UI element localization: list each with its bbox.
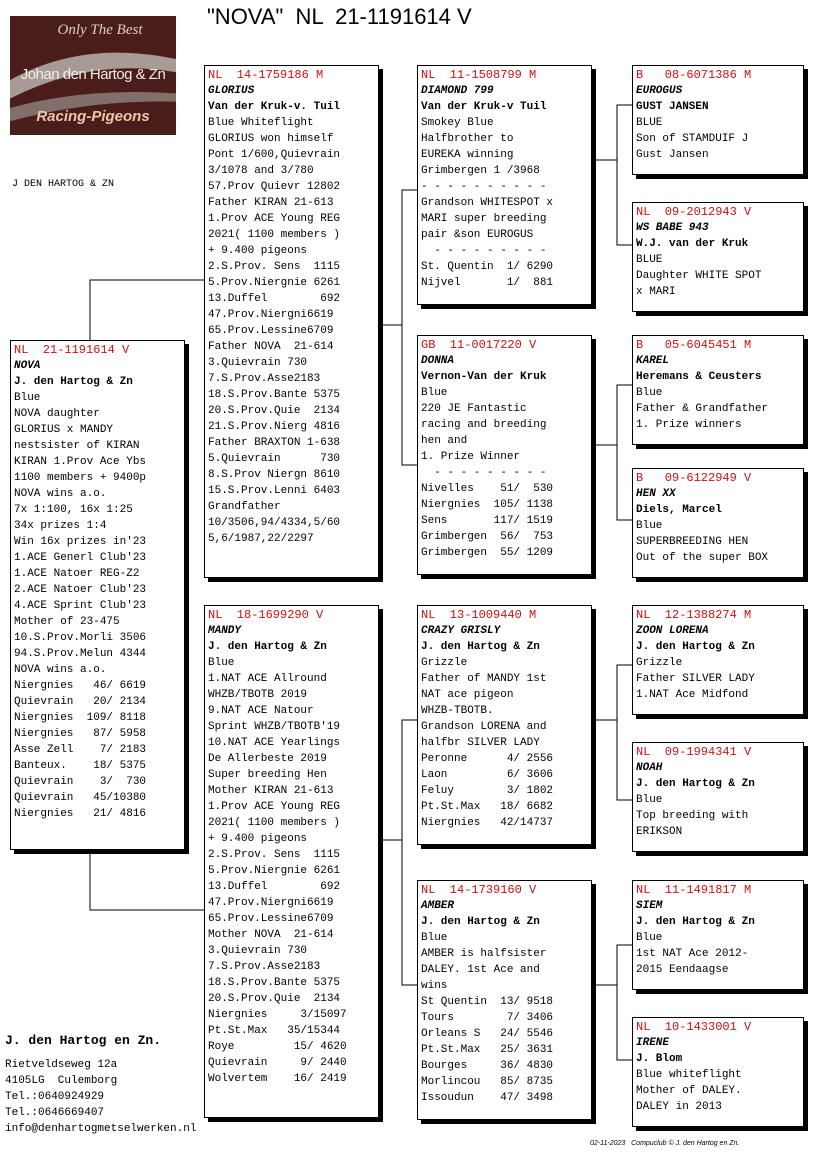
pigeon-name: DIAMOND 799 [421, 85, 494, 97]
pedigree-line: Son of STAMDUIF J [636, 133, 749, 145]
breeder-name: J. den Hartog & Zn [636, 641, 755, 653]
pedigree-line: Grizzle [636, 657, 683, 669]
pedigree-line: Blue whiteflight [636, 1069, 742, 1081]
pedigree-line: - - - - - - - - - [421, 467, 547, 479]
ring-number: NL 14-1759186 M [208, 68, 324, 82]
pedigree-line: 3.Quievrain 730 [208, 357, 308, 369]
pedigree-line: + 9.400 pigeons [208, 245, 308, 257]
pedigree-line: 2.S.Prov. Sens 1115 [208, 261, 341, 273]
pedigree-line: Mother of 23-475 [14, 616, 120, 628]
pigeon-name: DONNA [421, 355, 455, 367]
pedigree-line: Blue [636, 387, 663, 399]
sss-card [632, 65, 804, 175]
pedigree-line: 8.S.Prov Niergn 8610 [208, 469, 341, 481]
ring-number: NL 09-2012943 V [636, 205, 752, 219]
dss-card [632, 605, 804, 715]
pedigree-line: Blue [636, 520, 663, 532]
pedigree-line: 1. Prize winners [636, 419, 742, 431]
pedigree-line: Niergnies 109/ 8118 [14, 712, 147, 724]
address-street: Rietveldseweg 12a [5, 1059, 118, 1071]
pigeon-name: CRAZY GRISLY [421, 625, 501, 637]
pedigree-line: Father of MANDY 1st [421, 673, 547, 685]
sire-card [204, 65, 379, 578]
pedigree-line: 20.S.Prov.Quie 2134 [208, 993, 341, 1005]
pedigree-line: MARI super breeding [421, 213, 547, 225]
pedigree-line: 47.Prov.Niergni6619 [208, 897, 334, 909]
pedigree-line: 1.ACE Natoer REG-Z2 [14, 568, 140, 580]
ddd-card [632, 1017, 804, 1127]
pedigree-line: GLORIUS won himself [208, 133, 334, 145]
pedigree-line: 4.ACE Sprint Club'23 [14, 600, 147, 612]
logo-subtitle: Racing-Pigeons [36, 108, 150, 125]
ring-number: NL 14-1739160 V [421, 883, 537, 897]
pedigree-line: GLORIUS x MANDY [14, 424, 114, 436]
pedigree-line: Blue [208, 657, 235, 669]
pedigree-line: 18.S.Prov.Bante 5375 [208, 977, 341, 989]
ring-number: NL 10-1433001 V [636, 1020, 752, 1034]
dsd-card [632, 742, 804, 852]
pedigree-line: racing and breeding [421, 419, 547, 431]
pedigree-line: NOVA daughter [14, 408, 100, 420]
pedigree-line: Quievrain 3/ 730 [14, 776, 147, 788]
pigeon-name: KAREL [636, 355, 670, 367]
pedigree-line: Tours 7/ 3406 [421, 1012, 554, 1024]
pedigree-line: 5.Prov.Niergnie 6261 [208, 277, 341, 289]
pigeon-name: IRENE [636, 1037, 670, 1049]
pedigree-line: AMBER is halfsister [421, 948, 547, 960]
breeder-name: J. den Hartog & Zn [636, 916, 755, 928]
breeder-name: Van der Kruk-v Tuil [421, 101, 547, 113]
pedigree-line: Quievrain 45/10380 [14, 792, 147, 804]
pedigree-line: 5.Prov.Niergnie 6261 [208, 865, 341, 877]
pedigree-line: 65.Prov.Lessine6709 [208, 913, 334, 925]
address-email[interactable]: info@denhartogmetselwerken.nl [5, 1123, 197, 1135]
pedigree-line: Mother KIRAN 21-613 [208, 785, 334, 797]
pedigree-line: De Allerbeste 2019 [208, 753, 327, 765]
pedigree-line: 1.Prov ACE Young REG [208, 801, 341, 813]
pedigree-line: Blue [14, 392, 41, 404]
pedigree-line: 13.Duffel 692 [208, 881, 341, 893]
pedigree-line: Orleans S 24/ 5546 [421, 1028, 554, 1040]
sire-dam-card [417, 335, 592, 575]
pedigree-line: Father NOVA 21-614 [208, 341, 334, 353]
pedigree-line: Issoudun 47/ 3498 [421, 1092, 554, 1104]
pedigree-line: Feluy 3/ 1802 [421, 785, 554, 797]
pedigree-line: 3/1078 and 3/780 [208, 165, 314, 177]
pedigree-line: St. Quentin 1/ 6290 [421, 261, 554, 273]
pedigree-line: 7x 1:100, 16x 1:25 [14, 504, 133, 516]
pedigree-line: Grizzle [421, 657, 468, 669]
pedigree-line: 94.S.Prov.Melun 4344 [14, 648, 147, 660]
pedigree-line: Niergnies 3/15097 [208, 1009, 347, 1021]
address-city: 4105LG Culemborg [5, 1075, 118, 1087]
pedigree-line: Blue Whiteflight [208, 117, 314, 129]
pedigree-line: 21.S.Prov.Nierg 4816 [208, 421, 341, 433]
pedigree-line: Super breeding Hen [208, 769, 327, 781]
pedigree-line: Bourges 36/ 4830 [421, 1060, 554, 1072]
pedigree-line: Gust Jansen [636, 149, 709, 161]
pedigree-line: 34x prizes 1:4 [14, 520, 107, 532]
pigeon-name: ZOON LORENA [636, 625, 709, 637]
pedigree-line: Niergnies 42/14737 [421, 817, 554, 829]
pedigree-line: Pont 1/600,Quievrain [208, 149, 341, 161]
pedigree-line: Grandson WHITESPOT x [421, 197, 554, 209]
footer-credit: 02-11-2023 Compuclub © J. den Hartog en Zn. [590, 1140, 740, 1147]
pedigree-line: Peronne 4/ 2556 [421, 753, 554, 765]
ring-number: NL 12-1388274 M [636, 608, 752, 622]
ring-number: NL 13-1009440 M [421, 608, 537, 622]
pedigree-line: 7.S.Prov.Asse2183 [208, 961, 321, 973]
pedigree-line: 5.Quievrain 730 [208, 453, 341, 465]
pedigree-line: BLUE [636, 117, 663, 129]
ring-number: B 05-6045451 M [636, 338, 752, 352]
pedigree-line: Father SILVER LADY [636, 673, 755, 685]
pedigree-line: 2021( 1100 members ) [208, 817, 341, 829]
pedigree-line: Roye 15/ 4620 [208, 1041, 347, 1053]
pedigree-line: wins [421, 980, 448, 992]
address-phone-2: Tel.:0646669407 [5, 1107, 105, 1119]
pigeon-name: WS BABE 943 [636, 222, 709, 234]
pedigree-line: Sprint WHZB/TBOTB'19 [208, 721, 341, 733]
pedigree-line: Quievrain 20/ 2134 [14, 696, 147, 708]
ring-number: B 09-6122949 V [636, 471, 752, 485]
pedigree-line: BLUE [636, 254, 663, 266]
pedigree-line: hen and [421, 435, 468, 447]
ssd-card [632, 202, 804, 312]
breeder-name: J. den Hartog & Zn [636, 778, 755, 790]
pigeon-name: AMBER [421, 900, 455, 912]
pedigree-line: Grandfather [208, 501, 281, 513]
pedigree-line: Grimbergen 56/ 753 [421, 531, 554, 543]
pedigree-line: x MARI [636, 286, 676, 298]
pedigree-line: 10.NAT ACE Yearlings [208, 737, 341, 749]
pigeon-name: NOAH [636, 762, 663, 774]
pedigree-line: St Quentin 13/ 9518 [421, 996, 554, 1008]
owner-full-name: J. den Hartog en Zn. [5, 1033, 162, 1048]
pedigree-line: Nivelles 51/ 530 [421, 483, 554, 495]
pigeon-name: NOVA [14, 360, 41, 372]
sdd-card [632, 468, 804, 578]
pedigree-line: Halfbrother to [421, 133, 514, 145]
pedigree-line: Blue [421, 387, 448, 399]
dam-dam-card [417, 880, 592, 1120]
pedigree-line: Blue [421, 932, 448, 944]
pedigree-line: NOVA wins a.o. [14, 488, 107, 500]
pedigree-line: 1. Prize Winner [421, 451, 521, 463]
pedigree-line: 3.Quievrain 730 [208, 945, 308, 957]
ring-number: B 08-6071386 M [636, 68, 752, 82]
pedigree-line: 1100 members + 9400p [14, 472, 147, 484]
breeder-name: J. den Hartog & Zn [208, 641, 327, 653]
pedigree-line: WHZB-TBOTB. [421, 705, 494, 717]
page-title: "NOVA" NL 21-1191614 V [207, 4, 472, 29]
pedigree-line: 20.S.Prov.Quie 2134 [208, 405, 341, 417]
pedigree-line: KIRAN 1.Prov Ace Ybs [14, 456, 147, 468]
pedigree-line: Niergnies 87/ 5958 [14, 728, 147, 740]
pedigree-line: Grandson LORENA and [421, 721, 547, 733]
pedigree-line: Top breeding with [636, 810, 749, 822]
pedigree-line: pair &son EUROGUS [421, 229, 534, 241]
pedigree-line: 57.Prov Quievr 12802 [208, 181, 341, 193]
pigeon-name: MANDY [208, 625, 242, 637]
pedigree-line: + 9.400 pigeons [208, 833, 308, 845]
breeder-name: J. Blom [636, 1053, 683, 1065]
pedigree-line: 7.S.Prov.Asse2183 [208, 373, 321, 385]
pedigree-line: nestsister of KIRAN [14, 440, 140, 452]
logo-name: Johan den Hartog & Zn [20, 66, 166, 83]
pedigree-line: Niergnies 21/ 4816 [14, 808, 147, 820]
pedigree-line: halfbr SILVER LADY [421, 737, 540, 749]
pedigree-line: ERIKSON [636, 826, 683, 838]
breeder-name: Heremans & Ceusters [636, 371, 762, 383]
sire-sire-card [417, 65, 592, 305]
breeder-name: J. den Hartog & Zn [14, 376, 133, 388]
pedigree-line: Pt.St.Max 18/ 6682 [421, 801, 554, 813]
pedigree-line: 5,6/1987,22/2297 [208, 533, 314, 545]
pedigree-line: Niergnies 105/ 1138 [421, 499, 554, 511]
breeder-name: Vernon-Van der Kruk [421, 371, 547, 383]
sds-card [632, 335, 804, 445]
pedigree-line: Mother of DALEY. [636, 1085, 742, 1097]
pedigree-line: 1.NAT Ace Midfond [636, 689, 749, 701]
pedigree-line: - - - - - - - - - [421, 245, 547, 257]
pedigree-line: Father & Grandfather [636, 403, 769, 415]
dam-card [204, 605, 379, 1118]
pedigree-line: 1.ACE Generl Club'23 [14, 552, 147, 564]
logo-tagline: Only The Best [57, 22, 143, 38]
pedigree-line: Quievrain 9/ 2440 [208, 1057, 347, 1069]
pedigree-line: 1st NAT Ace 2012- [636, 948, 749, 960]
pedigree-line: 65.Prov.Lessine6709 [208, 325, 334, 337]
ring-number: NL 21-1191614 V [14, 343, 130, 357]
breeder-name: J. den Hartog & Zn [421, 916, 540, 928]
pedigree-line: Grimbergen 1 /3968 [421, 165, 540, 177]
pedigree-line: 1.Prov ACE Young REG [208, 213, 341, 225]
pedigree-line: Laon 6/ 3606 [421, 769, 554, 781]
ring-number: NL 11-1508799 M [421, 68, 537, 82]
pigeon-name: HEN XX [636, 488, 676, 500]
pedigree-line: 2015 Eendaagse [636, 964, 729, 976]
pedigree-line: 2.ACE Natoer Club'23 [14, 584, 147, 596]
breeder-name: GUST JANSEN [636, 101, 709, 113]
pedigree-line: 10/3506,94/4334,5/60 [208, 517, 341, 529]
pigeon-name: SIEM [636, 900, 663, 912]
breeder-name: W.J. van der Kruk [636, 238, 749, 250]
pedigree-line: WHZB/TBOTB 2019 [208, 689, 308, 701]
owner-address-block [5, 1033, 196, 1137]
pedigree-line: Nijvel 1/ 881 [421, 277, 554, 289]
breeder-name: Van der Kruk-v. Tuil [208, 101, 341, 113]
pedigree-line: Father KIRAN 21-613 [208, 197, 334, 209]
pedigree-line: DALEY in 2013 [636, 1101, 722, 1113]
pedigree-line: 47.Prov.Niergni6619 [208, 309, 334, 321]
pigeon-name: GLORIUS [208, 85, 255, 97]
pedigree-line: Blue [636, 932, 663, 944]
pedigree-line: Win 16x prizes in'23 [14, 536, 147, 548]
pedigree-line: Grimbergen 55/ 1209 [421, 547, 554, 559]
pedigree-line: Blue [636, 794, 663, 806]
pedigree-line: 1.NAT ACE Allround [208, 673, 327, 685]
pedigree-line: EUREKA winning [421, 149, 514, 161]
pedigree-line: Pt.St.Max 35/15344 [208, 1025, 341, 1037]
pedigree-line: Banteux. 18/ 5375 [14, 760, 147, 772]
breeder-name: J. den Hartog & Zn [421, 641, 540, 653]
pedigree-line: Niergnies 46/ 6619 [14, 680, 147, 692]
pedigree-line: 2021( 1100 members ) [208, 229, 341, 241]
pedigree-line: 15.S.Prov.Lenni 6403 [208, 485, 341, 497]
pedigree-line: 220 JE Fantastic [421, 403, 527, 415]
pedigree-line: Pt.St.Max 25/ 3631 [421, 1044, 554, 1056]
breeder-name: Diels, Marcel [636, 504, 722, 516]
pedigree-line: Daughter WHITE SPOT [636, 270, 762, 282]
owner-name: J DEN HARTOG & ZN [12, 179, 115, 190]
pedigree-line: Morlincou 85/ 8735 [421, 1076, 554, 1088]
pedigree-line: 9.NAT ACE Natour [208, 705, 314, 717]
ring-number: NL 11-1491817 M [636, 883, 752, 897]
pedigree-line: Sens 117/ 1519 [421, 515, 554, 527]
ring-number: GB 11-0017220 V [421, 338, 537, 352]
dam-sire-card [417, 605, 592, 845]
pedigree-line: Mother NOVA 21-614 [208, 929, 334, 941]
pedigree-line: - - - - - - - - - - [421, 181, 547, 193]
dds-card [632, 880, 804, 990]
pedigree-line: 18.S.Prov.Bante 5375 [208, 389, 341, 401]
pedigree-line: Wolvertem 16/ 2419 [208, 1073, 347, 1085]
pedigree-line: Asse Zell 7/ 2183 [14, 744, 147, 756]
main-pigeon-card [10, 340, 185, 850]
pedigree-line: 13.Duffel 692 [208, 293, 341, 305]
pigeon-name: EUROGUS [636, 85, 683, 97]
pedigree-line: Father BRAXTON 1-638 [208, 437, 341, 449]
pedigree-line: NAT ace pigeon [421, 689, 514, 701]
pedigree-line: 10.S.Prov.Morli 3506 [14, 632, 147, 644]
pedigree-line: Smokey Blue [421, 117, 494, 129]
pedigree-line: 2.S.Prov. Sens 1115 [208, 849, 341, 861]
address-phone-1: Tel.:0640924929 [5, 1091, 105, 1103]
pedigree-line: SUPERBREEDING HEN [636, 536, 749, 548]
pedigree-line: Out of the super BOX [636, 552, 769, 564]
pedigree-line: DALEY. 1st Ace and [421, 964, 540, 976]
ring-number: NL 09-1994341 V [636, 745, 752, 759]
pedigree-line: NOVA wins a.o. [14, 664, 107, 676]
ring-number: NL 18-1699290 V [208, 608, 324, 622]
